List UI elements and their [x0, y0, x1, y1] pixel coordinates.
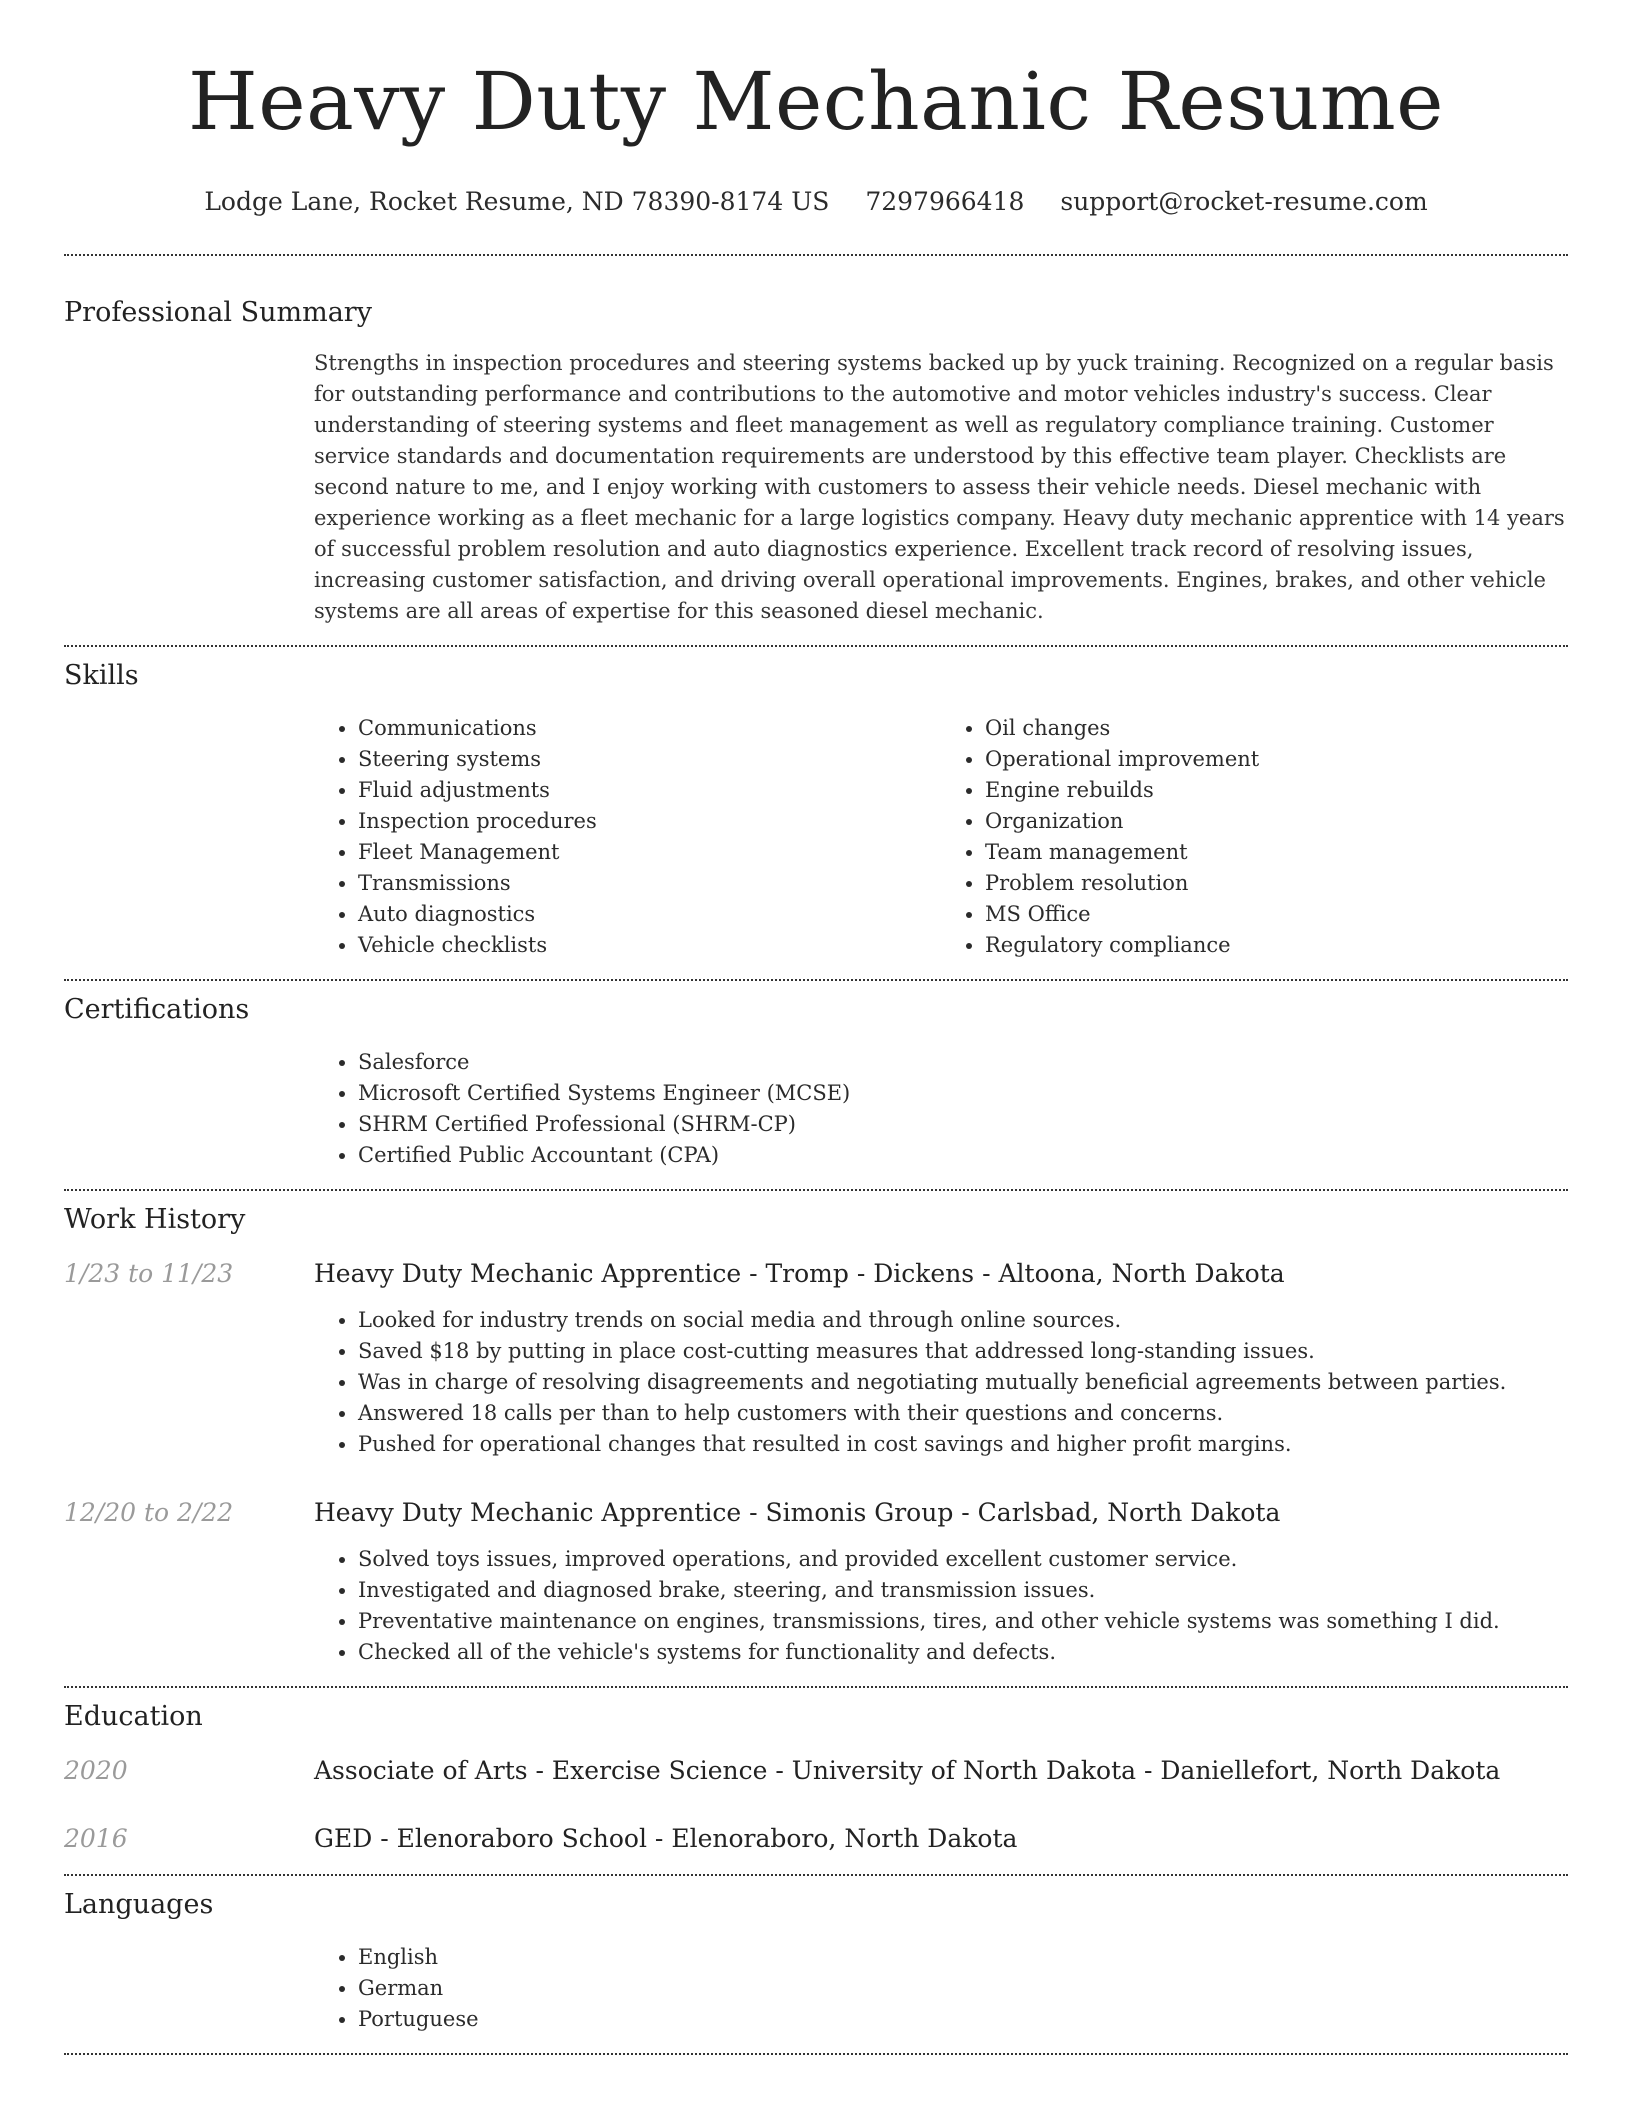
contact-phone: 7297966418: [865, 187, 1025, 216]
languages-list: [314, 1942, 1568, 2035]
list-item: • Saved $18 by putting in place cost-cutting measures that addressed long-standing issues.: [358, 1336, 1568, 1367]
contact-email: support@rocket-resume.com: [1060, 187, 1428, 216]
list-item: • SHRM Certified Professional (SHRM-CP): [358, 1109, 1568, 1140]
list-item: • Steering systems: [358, 744, 941, 775]
section-certifications: [64, 981, 1568, 1171]
section-languages: [64, 1876, 1568, 2035]
list-item: • Salesforce: [358, 1047, 1568, 1078]
section-heading: Skills: [64, 660, 139, 691]
certifications-list: [314, 1047, 1568, 1171]
list-item: • English: [358, 1942, 1568, 1973]
section-heading: Certifications: [64, 994, 250, 1025]
list-item: • Operational improvement: [985, 744, 1568, 775]
job-bullets: [314, 1544, 1568, 1668]
list-item: • Transmissions: [358, 868, 941, 899]
list-item: • Engine rebuilds: [985, 775, 1568, 806]
education-year: 2020: [64, 1756, 128, 1785]
section-education: [64, 1688, 1568, 1856]
list-item: • Pushed for operational changes that resulted in cost savings and higher profit margins.: [358, 1429, 1568, 1460]
list-item: • Organization: [985, 806, 1568, 837]
education-entry: [64, 1822, 1568, 1856]
job-dates: 12/20 to 2/22: [64, 1498, 234, 1527]
education-entry: [64, 1754, 1568, 1788]
list-item: • Auto diagnostics: [358, 899, 941, 930]
education-title: GED - Elenoraboro School - Elenoraboro, North Dakota: [314, 1824, 1018, 1853]
list-item: • Solved toys issues, improved operations, and provided excellent customer service.: [358, 1544, 1568, 1575]
section-work-history: [64, 1191, 1568, 1668]
job-entry: [64, 1496, 1568, 1668]
list-item: • Looked for industry trends on social media and through online sources.: [358, 1305, 1568, 1336]
section-heading: Work History: [64, 1204, 246, 1235]
contact-address: Lodge Lane, Rocket Resume, ND 78390-8174 US: [204, 187, 830, 216]
section-heading: Languages: [64, 1889, 214, 1920]
job-title: Heavy Duty Mechanic Apprentice - Simonis Group - Carlsbad, North Dakota: [314, 1498, 1281, 1527]
section-heading: Professional Summary: [64, 297, 372, 328]
list-item: • Investigated and diagnosed brake, steering, and transmission issues.: [358, 1575, 1568, 1606]
section-summary: [64, 256, 1568, 627]
list-item: • MS Office: [985, 899, 1568, 930]
summary-text: Strengths in inspection procedures and steering systems backed up by yuck training. Recognized on a regular basis for outstanding performance and contributions to the automotive and motor vehicles industry's success. Clear understanding of steering systems and fleet management as well as regulatory compliance training. Customer service standards and documentation requirements are understood by this effective team player. Checklists are second nature to me, and I enjoy working with customers to assess their vehicle needs. Diesel mechanic with experience working as a fleet mechanic for a large logistics company. Heavy duty mechanic apprentice with 14 years of successful problem resolution and auto diagnostics experience. Excellent track record of resolving issues, increasing customer satisfaction, and driving overall operational improvements. Engines, brakes, and other vehicle systems are all areas of expertise for this seasoned diesel mechanic.: [314, 351, 1565, 623]
education-title: Associate of Arts - Exercise Science - University of North Dakota - Daniellefort, North Dakota: [314, 1756, 1501, 1785]
skills-list-right: [941, 713, 1568, 961]
list-item: • Was in charge of resolving disagreements and negotiating mutually beneficial agreements between parties.: [358, 1367, 1568, 1398]
divider: [64, 2053, 1568, 2055]
job-dates: 1/23 to 11/23: [64, 1259, 234, 1288]
list-item: • Communications: [358, 713, 941, 744]
section-heading: Education: [64, 1701, 203, 1732]
list-item: • Microsoft Certified Systems Engineer (MCSE): [358, 1078, 1568, 1109]
job-entry: [64, 1257, 1568, 1460]
list-item: • Regulatory compliance: [985, 930, 1568, 961]
education-year: 2016: [64, 1824, 128, 1853]
list-item: • Certified Public Accountant (CPA): [358, 1140, 1568, 1171]
list-item: • Vehicle checklists: [358, 930, 941, 961]
skills-list-left: [314, 713, 941, 961]
job-bullets: [314, 1305, 1568, 1460]
list-item: • Checked all of the vehicle's systems for functionality and defects.: [358, 1637, 1568, 1668]
page-title: Heavy Duty Mechanic Resume: [187, 55, 1445, 148]
list-item: • Inspection procedures: [358, 806, 941, 837]
job-title: Heavy Duty Mechanic Apprentice - Tromp - Dickens - Altoona, North Dakota: [314, 1259, 1285, 1288]
list-item: • Team management: [985, 837, 1568, 868]
list-item: • Fluid adjustments: [358, 775, 941, 806]
section-skills: [64, 647, 1568, 961]
list-item: • Fleet Management: [358, 837, 941, 868]
contact-line: [64, 186, 1568, 218]
list-item: • Portuguese: [358, 2004, 1568, 2035]
list-item: • Answered 18 calls per than to help customers with their questions and concerns.: [358, 1398, 1568, 1429]
list-item: • Preventative maintenance on engines, transmissions, tires, and other vehicle systems was something I did.: [358, 1606, 1568, 1637]
list-item: • Problem resolution: [985, 868, 1568, 899]
list-item: • German: [358, 1973, 1568, 2004]
list-item: • Oil changes: [985, 713, 1568, 744]
